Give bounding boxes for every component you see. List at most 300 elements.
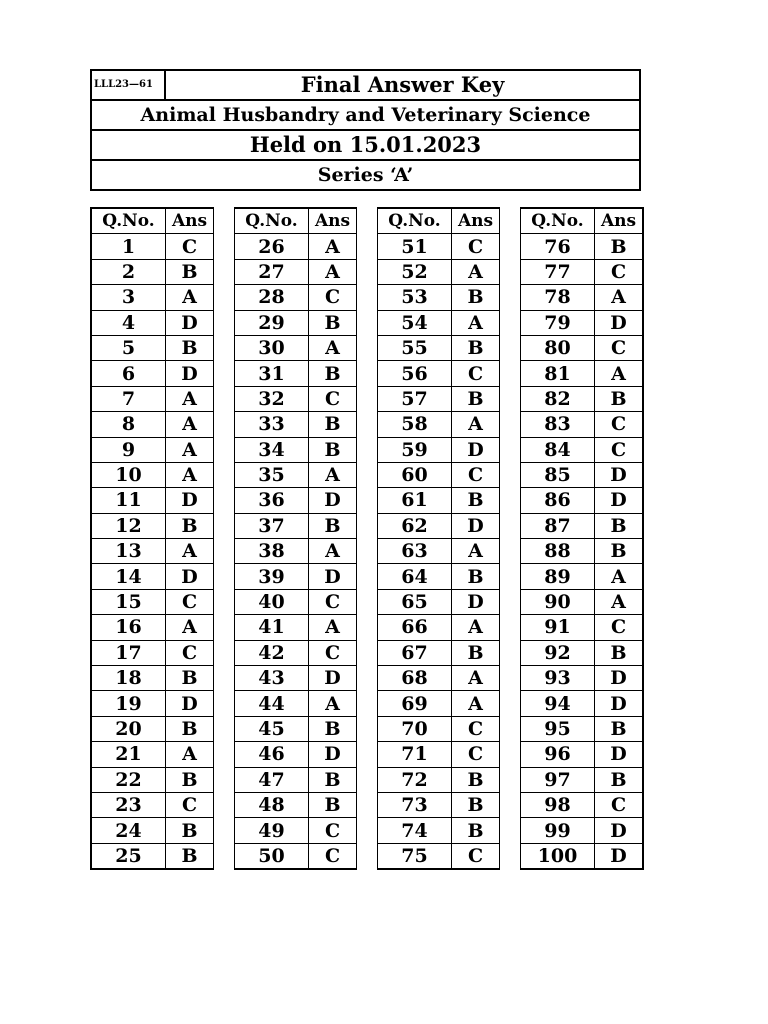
question-number: 1 [91, 234, 166, 259]
column-gap [357, 285, 378, 310]
column-gap [214, 843, 235, 869]
answer-cell: A [309, 462, 357, 487]
answer-cell: D [166, 691, 214, 716]
question-number: 21 [91, 742, 166, 767]
question-number: 15 [91, 589, 166, 614]
column-gap [500, 792, 521, 817]
qno-header: Q.No. [235, 208, 309, 234]
table-row [91, 513, 643, 538]
question-number: 87 [521, 513, 595, 538]
answer-cell: A [166, 437, 214, 462]
table-header-row [91, 208, 643, 234]
table-row [91, 767, 643, 792]
column-gap [500, 589, 521, 614]
answer-cell: D [452, 513, 500, 538]
question-number: 29 [235, 310, 309, 335]
answer-cell: A [452, 259, 500, 284]
column-gap [500, 691, 521, 716]
answer-cell: C [595, 259, 644, 284]
question-number: 33 [235, 412, 309, 437]
question-number: 8 [91, 412, 166, 437]
answer-key-header [90, 69, 641, 191]
question-number: 98 [521, 792, 595, 817]
question-number: 34 [235, 437, 309, 462]
question-number: 85 [521, 462, 595, 487]
answer-cell: C [309, 843, 357, 869]
answer-cell: D [309, 742, 357, 767]
column-gap [214, 564, 235, 589]
question-number: 43 [235, 666, 309, 691]
column-gap [214, 310, 235, 335]
question-number: 2 [91, 259, 166, 284]
column-gap [500, 488, 521, 513]
table-row [91, 259, 643, 284]
question-number: 75 [378, 843, 452, 869]
column-gap [500, 259, 521, 284]
table-row [91, 539, 643, 564]
table-row [91, 437, 643, 462]
column-gap [357, 462, 378, 487]
question-number: 63 [378, 539, 452, 564]
answer-cell: D [309, 488, 357, 513]
answer-cell: A [452, 666, 500, 691]
table-row [91, 589, 643, 614]
answer-cell: D [595, 666, 644, 691]
column-gap [357, 386, 378, 411]
column-gap [214, 234, 235, 259]
table-row [91, 615, 643, 640]
question-number: 50 [235, 843, 309, 869]
question-number: 62 [378, 513, 452, 538]
column-gap [214, 742, 235, 767]
question-number: 69 [378, 691, 452, 716]
table-row [91, 716, 643, 741]
question-number: 17 [91, 640, 166, 665]
answer-cell: B [452, 564, 500, 589]
table-row [91, 310, 643, 335]
answer-cell: C [309, 589, 357, 614]
table-row [91, 234, 643, 259]
answer-cell: C [452, 361, 500, 386]
answer-cell: A [595, 361, 644, 386]
column-gap [357, 818, 378, 843]
question-number: 11 [91, 488, 166, 513]
column-gap [214, 640, 235, 665]
column-gap [500, 285, 521, 310]
column-gap [214, 208, 235, 234]
answer-cell: A [309, 259, 357, 284]
answer-cell: D [309, 666, 357, 691]
ans-header: Ans [595, 208, 644, 234]
column-gap [357, 335, 378, 360]
column-gap [500, 564, 521, 589]
column-gap [500, 234, 521, 259]
table-row [91, 564, 643, 589]
answer-cell: B [166, 666, 214, 691]
table-row [91, 742, 643, 767]
column-gap [357, 716, 378, 741]
qno-header: Q.No. [378, 208, 452, 234]
question-number: 51 [378, 234, 452, 259]
answer-cell: D [452, 589, 500, 614]
question-number: 12 [91, 513, 166, 538]
question-number: 56 [378, 361, 452, 386]
question-number: 24 [91, 818, 166, 843]
answer-cell: C [166, 589, 214, 614]
qno-header: Q.No. [521, 208, 595, 234]
table-row [91, 640, 643, 665]
answer-cell: C [595, 437, 644, 462]
question-number: 41 [235, 615, 309, 640]
answer-cell: B [595, 234, 644, 259]
column-gap [357, 208, 378, 234]
column-gap [357, 564, 378, 589]
question-number: 35 [235, 462, 309, 487]
question-number: 10 [91, 462, 166, 487]
answer-cell: B [595, 716, 644, 741]
question-number: 90 [521, 589, 595, 614]
question-number: 94 [521, 691, 595, 716]
column-gap [500, 716, 521, 741]
column-gap [214, 462, 235, 487]
column-gap [214, 716, 235, 741]
question-number: 82 [521, 386, 595, 411]
question-number: 68 [378, 666, 452, 691]
answer-cell: B [309, 310, 357, 335]
answer-cell: D [452, 437, 500, 462]
answer-key-table [90, 207, 644, 870]
answer-cell: D [309, 564, 357, 589]
table-row [91, 792, 643, 817]
question-number: 77 [521, 259, 595, 284]
answer-cell: B [166, 259, 214, 284]
column-gap [357, 412, 378, 437]
question-number: 96 [521, 742, 595, 767]
column-gap [214, 437, 235, 462]
question-number: 58 [378, 412, 452, 437]
question-number: 61 [378, 488, 452, 513]
answer-cell: B [166, 335, 214, 360]
answer-cell: A [595, 589, 644, 614]
column-gap [214, 818, 235, 843]
question-number: 49 [235, 818, 309, 843]
question-number: 7 [91, 386, 166, 411]
column-gap [500, 462, 521, 487]
question-number: 79 [521, 310, 595, 335]
question-number: 28 [235, 285, 309, 310]
answer-cell: C [166, 792, 214, 817]
column-gap [214, 361, 235, 386]
table-row [91, 843, 643, 869]
column-gap [500, 767, 521, 792]
column-gap [500, 310, 521, 335]
table-row [91, 285, 643, 310]
answer-cell: B [309, 513, 357, 538]
answer-cell: B [166, 513, 214, 538]
answer-cell: C [166, 234, 214, 259]
answer-cell: B [309, 767, 357, 792]
answer-cell: B [452, 488, 500, 513]
column-gap [214, 488, 235, 513]
column-gap [214, 767, 235, 792]
table-row [91, 462, 643, 487]
question-number: 4 [91, 310, 166, 335]
column-gap [500, 513, 521, 538]
question-number: 14 [91, 564, 166, 589]
answer-cell: B [166, 818, 214, 843]
answer-cell: D [595, 843, 644, 869]
question-number: 38 [235, 539, 309, 564]
answer-cell: A [166, 742, 214, 767]
column-gap [500, 208, 521, 234]
answer-cell: B [309, 437, 357, 462]
question-number: 45 [235, 716, 309, 741]
column-gap [357, 361, 378, 386]
answer-cell: B [595, 539, 644, 564]
answer-cell: A [309, 234, 357, 259]
question-number: 78 [521, 285, 595, 310]
question-number: 64 [378, 564, 452, 589]
question-number: 37 [235, 513, 309, 538]
answer-cell: B [309, 361, 357, 386]
answer-cell: C [309, 640, 357, 665]
question-number: 48 [235, 792, 309, 817]
question-number: 46 [235, 742, 309, 767]
ans-header: Ans [166, 208, 214, 234]
table-row [91, 691, 643, 716]
question-number: 66 [378, 615, 452, 640]
question-number: 84 [521, 437, 595, 462]
column-gap [214, 285, 235, 310]
column-gap [214, 691, 235, 716]
column-gap [500, 437, 521, 462]
answer-cell: D [595, 310, 644, 335]
answer-cell: B [452, 335, 500, 360]
question-number: 81 [521, 361, 595, 386]
question-number: 16 [91, 615, 166, 640]
answer-cell: B [452, 818, 500, 843]
column-gap [500, 412, 521, 437]
question-number: 70 [378, 716, 452, 741]
question-number: 18 [91, 666, 166, 691]
question-number: 55 [378, 335, 452, 360]
answer-cell: B [166, 843, 214, 869]
answer-cell: B [452, 285, 500, 310]
column-gap [357, 488, 378, 513]
table-row [91, 666, 643, 691]
question-number: 88 [521, 539, 595, 564]
answer-cell: A [166, 412, 214, 437]
answer-cell: B [452, 386, 500, 411]
question-number: 74 [378, 818, 452, 843]
question-number: 53 [378, 285, 452, 310]
question-number: 93 [521, 666, 595, 691]
question-number: 13 [91, 539, 166, 564]
table-row [91, 361, 643, 386]
question-number: 5 [91, 335, 166, 360]
column-gap [214, 335, 235, 360]
question-number: 26 [235, 234, 309, 259]
question-number: 95 [521, 716, 595, 741]
exam-date: Held on 15.01.2023 [91, 130, 640, 160]
answer-cell: C [309, 818, 357, 843]
column-gap [214, 666, 235, 691]
question-number: 89 [521, 564, 595, 589]
question-number: 72 [378, 767, 452, 792]
answer-cell: D [595, 488, 644, 513]
column-gap [214, 412, 235, 437]
column-gap [357, 513, 378, 538]
column-gap [500, 818, 521, 843]
question-number: 3 [91, 285, 166, 310]
question-number: 65 [378, 589, 452, 614]
column-gap [214, 259, 235, 284]
question-number: 52 [378, 259, 452, 284]
question-number: 22 [91, 767, 166, 792]
question-number: 54 [378, 310, 452, 335]
answer-cell: A [452, 539, 500, 564]
answer-cell: B [166, 767, 214, 792]
question-number: 76 [521, 234, 595, 259]
answer-cell: C [595, 335, 644, 360]
subject-title: Animal Husbandry and Veterinary Science [91, 100, 640, 130]
column-gap [357, 691, 378, 716]
answer-cell: B [309, 716, 357, 741]
answer-cell: A [595, 564, 644, 589]
answer-cell: D [595, 691, 644, 716]
answer-cell: D [595, 742, 644, 767]
question-number: 40 [235, 589, 309, 614]
answer-cell: B [595, 640, 644, 665]
answer-cell: A [452, 310, 500, 335]
answer-cell: C [595, 615, 644, 640]
answer-cell: B [452, 767, 500, 792]
answer-cell: D [166, 564, 214, 589]
answer-cell: B [309, 412, 357, 437]
question-number: 83 [521, 412, 595, 437]
answer-cell: A [309, 691, 357, 716]
answer-cell: A [166, 386, 214, 411]
answer-cell: C [452, 462, 500, 487]
answer-cell: A [166, 462, 214, 487]
column-gap [357, 234, 378, 259]
question-number: 80 [521, 335, 595, 360]
column-gap [357, 259, 378, 284]
column-gap [500, 615, 521, 640]
question-number: 44 [235, 691, 309, 716]
question-number: 99 [521, 818, 595, 843]
answer-cell: C [452, 742, 500, 767]
column-gap [357, 767, 378, 792]
column-gap [357, 666, 378, 691]
question-number: 71 [378, 742, 452, 767]
answer-cell: A [452, 412, 500, 437]
question-number: 92 [521, 640, 595, 665]
question-number: 32 [235, 386, 309, 411]
column-gap [214, 615, 235, 640]
question-number: 57 [378, 386, 452, 411]
answer-cell: A [166, 285, 214, 310]
table-row [91, 386, 643, 411]
question-number: 19 [91, 691, 166, 716]
answer-cell: A [309, 335, 357, 360]
column-gap [357, 310, 378, 335]
column-gap [500, 742, 521, 767]
answer-cell: B [309, 792, 357, 817]
column-gap [357, 792, 378, 817]
question-number: 27 [235, 259, 309, 284]
answer-cell: C [166, 640, 214, 665]
column-gap [214, 589, 235, 614]
answer-cell: A [309, 615, 357, 640]
question-number: 36 [235, 488, 309, 513]
column-gap [500, 361, 521, 386]
column-gap [500, 335, 521, 360]
column-gap [357, 843, 378, 869]
answer-cell: A [166, 615, 214, 640]
question-number: 67 [378, 640, 452, 665]
answer-cell: B [595, 513, 644, 538]
answer-cell: D [595, 462, 644, 487]
answer-cell: B [452, 792, 500, 817]
answer-cell: D [595, 818, 644, 843]
column-gap [357, 589, 378, 614]
answer-cell: C [595, 412, 644, 437]
answer-cell: D [166, 488, 214, 513]
column-gap [357, 437, 378, 462]
qno-header: Q.No. [91, 208, 166, 234]
ans-header: Ans [452, 208, 500, 234]
column-gap [500, 640, 521, 665]
question-number: 97 [521, 767, 595, 792]
answer-cell: C [595, 792, 644, 817]
answer-cell: A [309, 539, 357, 564]
answer-cell: D [166, 361, 214, 386]
column-gap [357, 640, 378, 665]
question-number: 31 [235, 361, 309, 386]
table-row [91, 488, 643, 513]
answer-cell: A [452, 691, 500, 716]
table-row [91, 412, 643, 437]
series-label: Series ‘A’ [91, 160, 640, 190]
question-number: 73 [378, 792, 452, 817]
column-gap [357, 539, 378, 564]
ans-header: Ans [309, 208, 357, 234]
answer-cell: C [452, 234, 500, 259]
question-number: 42 [235, 640, 309, 665]
column-gap [214, 539, 235, 564]
question-number: 30 [235, 335, 309, 360]
column-gap [214, 386, 235, 411]
column-gap [500, 843, 521, 869]
question-number: 59 [378, 437, 452, 462]
column-gap [214, 792, 235, 817]
answer-cell: B [595, 767, 644, 792]
question-number: 86 [521, 488, 595, 513]
question-number: 20 [91, 716, 166, 741]
answer-cell: B [166, 716, 214, 741]
answer-cell: A [452, 615, 500, 640]
question-number: 25 [91, 843, 166, 869]
answer-cell: B [595, 386, 644, 411]
table-row [91, 335, 643, 360]
column-gap [500, 539, 521, 564]
question-number: 9 [91, 437, 166, 462]
paper-code: LLL23—61 [91, 70, 165, 100]
question-number: 47 [235, 767, 309, 792]
question-number: 91 [521, 615, 595, 640]
table-row [91, 818, 643, 843]
